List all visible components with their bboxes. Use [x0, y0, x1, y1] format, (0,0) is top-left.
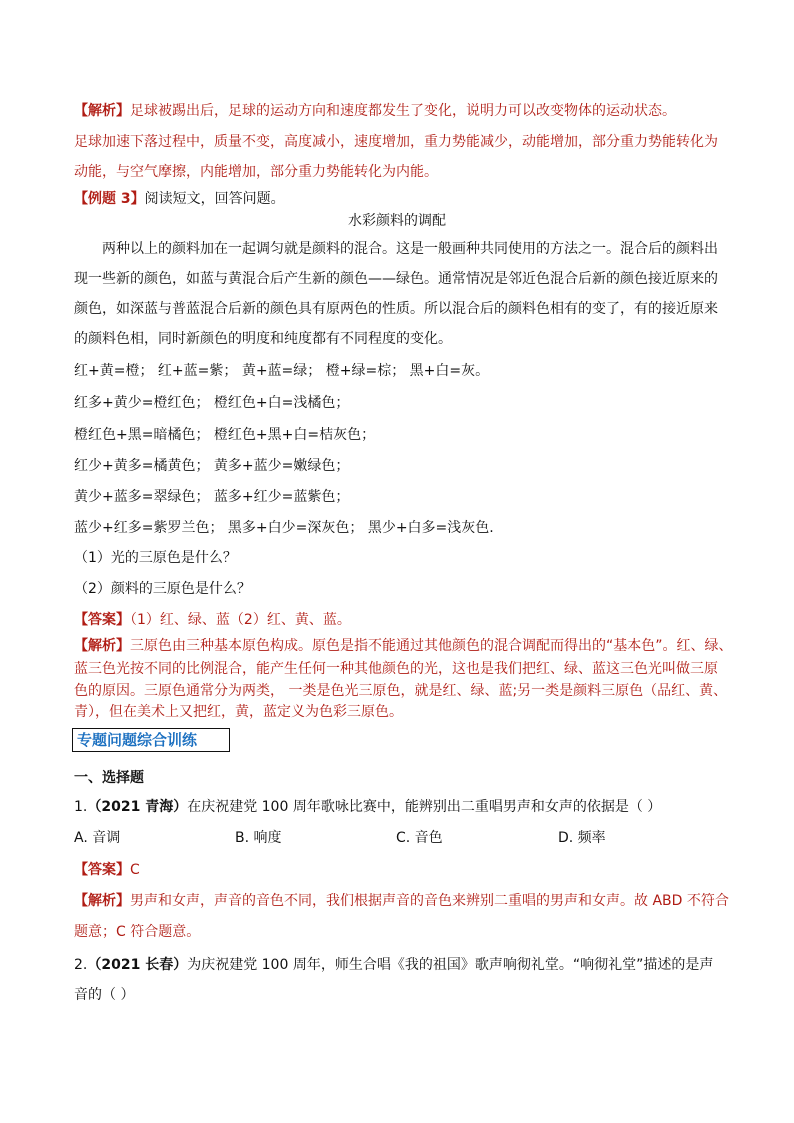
- article-title: 水彩颜料的调配: [348, 213, 446, 229]
- option-d: D. 频率: [558, 830, 606, 846]
- formula-line: 红多+黄少=橙红色； 橙红色+白=浅橘色；: [74, 395, 350, 411]
- answer-text: C: [130, 862, 140, 878]
- answer-tag: 【答案】: [74, 862, 130, 878]
- question-source: （2021 青海）: [87, 799, 188, 815]
- answer-line: [74, 860, 140, 880]
- answer-line: [74, 610, 351, 630]
- paragraph-line: 足球加速下落过程中，质量不变，高度减小，速度增加，重力势能减少，动能增加，部分重力势能转化为: [74, 134, 718, 150]
- question-text: 为庆祝建党 100 周年，师生合唱《我的祖国》歌声响彻礼堂。“响彻礼堂”描述的是声: [187, 957, 714, 973]
- question-source: （2021 长春）: [87, 957, 188, 973]
- jiexi-tag: 【解析】: [74, 103, 130, 119]
- explanation-line: 题意；C 符合题意。: [74, 924, 201, 940]
- example-prompt: 阅读短文，回答问题。: [144, 191, 285, 207]
- option-c: C. 音色: [396, 830, 443, 846]
- formula-line: 橙红色+黑=暗橘色； 橙红色+黑+白=桔灰色；: [74, 427, 376, 443]
- question-number: 2.: [74, 957, 88, 973]
- section-banner-text: 专题问题综合训练: [77, 731, 198, 749]
- jiexi-tag: 【解析】: [74, 638, 130, 654]
- explanation-line: 色的原因。三原色通常分为两类， 一类是色光三原色，就是红、绿、蓝;另一类是颜料三原色（品红、黄、: [74, 683, 728, 699]
- jiexi-text: 三原色由三种基本原色构成。原色是指不能通过其他颜色的混合调配而得出的“基本色”。红、绿、: [130, 638, 733, 654]
- option-b: B. 响度: [235, 830, 282, 846]
- mc-question-2: [74, 955, 713, 975]
- option-a: A. 音调: [74, 830, 121, 846]
- section-banner: [72, 728, 230, 752]
- formula-line: 蓝少+红多=紫罗兰色； 黑多+白少=深灰色； 黑少+白多=浅灰色.: [74, 520, 494, 536]
- explanation-line: 青），但在美术上又把红，黄，蓝定义为色彩三原色。: [74, 704, 403, 720]
- explanation-line: 蓝三色光按不同的比例混合，能产生任何一种其他颜色的光，这也是我们把红、绿、蓝这三色光叫做三原: [74, 661, 718, 677]
- jiexi-tag: 【解析】: [74, 893, 130, 909]
- question-1: （1）光的三原色是什么？: [74, 550, 237, 566]
- section-heading: 一、选择题: [74, 770, 144, 786]
- article-line: 颜色，如深蓝与普蓝混合后新的颜色具有原两色的性质。所以混合后的颜料色相有的变了，有的接近原来: [74, 301, 718, 317]
- answer-text: （1）红、绿、蓝（2）红、黄、蓝。: [130, 612, 351, 628]
- jiexi-text: 男声和女声，声音的音色不同，我们根据声音的音色来辨别二重唱的男声和女声。故 ABD 不符合: [130, 893, 729, 909]
- answer-tag: 【答案】: [74, 612, 130, 628]
- question-text: 在庆祝建党 100 周年歌咏比赛中，能辨别出二重唱男声和女声的依据是（ ）: [187, 799, 662, 815]
- jiexi-text: 足球被踢出后，足球的运动方向和速度都发生了变化，说明力可以改变物体的运动状态。: [130, 103, 676, 119]
- formula-line: 黄少+蓝多=翠绿色； 蓝多+红少=蓝紫色；: [74, 489, 350, 505]
- article-line: 两种以上的颜料加在一起调匀就是颜料的混合。这是一般画种共同使用的方法之一。混合后的颜料出: [102, 241, 718, 257]
- formula-line: 红+黄=橙； 红+蓝=紫； 黄+蓝=绿； 橙+绿=棕； 黑+白=灰。: [74, 363, 490, 379]
- question-2: （2）颜料的三原色是什么？: [74, 581, 251, 597]
- example-tag: 【例题 3】: [74, 191, 145, 207]
- question-text-cont: 音的（ ）: [74, 987, 135, 1003]
- article-line: 现一些新的颜色，如蓝与黄混合后产生新的颜色——绿色。通常情况是邻近色混合后新的颜色接近原来的: [74, 271, 718, 287]
- article-line: 的颜料色相，同时新颜色的明度和纯度都有不同程度的变化。: [74, 331, 452, 347]
- explanation-line: [74, 891, 729, 911]
- formula-line: 红少+黄多=橘黄色； 黄多+蓝少=嫩绿色；: [74, 458, 350, 474]
- explanation-line: [74, 636, 733, 656]
- paragraph-line: 动能，与空气摩擦，内能增加，部分重力势能转化为内能。: [74, 164, 438, 180]
- mc-question-1: [74, 797, 661, 817]
- jiexi-line-1: [74, 101, 676, 121]
- example-3-heading: [74, 189, 285, 209]
- question-number: 1.: [74, 799, 88, 815]
